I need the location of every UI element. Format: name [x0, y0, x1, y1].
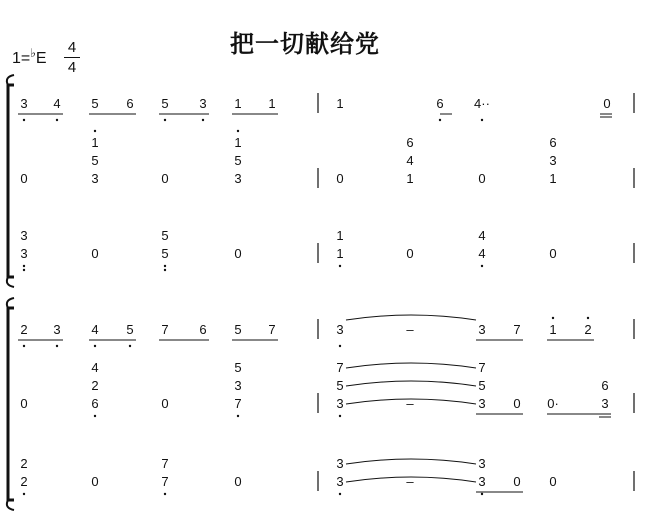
accomp-chord-note: 3: [478, 396, 486, 411]
melody-note: 3: [53, 322, 61, 337]
melody-tie: [346, 315, 476, 320]
melody-note: 7: [268, 322, 276, 337]
octave-dot: [202, 119, 204, 121]
octave-dot: [23, 493, 25, 495]
melody-note: 5: [126, 322, 134, 337]
octave-dot: [339, 493, 341, 495]
octave-dot: [23, 345, 25, 347]
melody-note: 6: [126, 96, 134, 111]
bass-rest: 0: [91, 474, 99, 489]
accomp-rest: 0: [161, 171, 169, 186]
octave-dot: [56, 345, 58, 347]
accomp-chord-note: 3: [234, 171, 242, 186]
octave-dot: [129, 345, 131, 347]
melody-note: 3: [336, 322, 344, 337]
melody-note: 6: [199, 322, 207, 337]
bass-chord-note: 1: [336, 228, 344, 243]
flat-sign: ♭: [30, 46, 36, 60]
bass-rest: 0: [549, 474, 557, 489]
octave-dot: [94, 130, 96, 132]
accomp-chord-note: 3: [336, 396, 344, 411]
octave-dot: [481, 119, 483, 121]
octave-dot: [552, 317, 554, 319]
melody-note: 3: [478, 322, 486, 337]
bass-chord-note: 3: [20, 228, 28, 243]
melody-note: 7: [161, 322, 169, 337]
accomp-chord-note: 1: [91, 135, 99, 150]
bass-chord-note: 3: [478, 456, 486, 471]
octave-dot: [439, 119, 441, 121]
octave-dot: [237, 415, 239, 417]
key-prefix: 1=: [12, 50, 31, 67]
accomp-tie: [346, 363, 476, 368]
bass-chord-note: 4: [478, 246, 486, 261]
octave-dot: [164, 269, 166, 271]
bass-chord-note: 5: [161, 246, 169, 261]
accomp-chord-note: 6: [549, 135, 557, 150]
bass-chord-note: 7: [161, 474, 169, 489]
bass-rest: 0: [91, 246, 99, 261]
melody-note: 2: [584, 322, 592, 337]
key-note: E: [35, 50, 47, 67]
system-bracket: [8, 308, 14, 500]
melody-note: 5: [234, 322, 242, 337]
sustain-dash: –: [406, 322, 414, 337]
accomp-rest: 0: [20, 171, 28, 186]
bass-chord-note: 4: [478, 228, 486, 243]
accomp-chord-note: 6: [406, 135, 414, 150]
octave-dot: [481, 493, 483, 495]
octave-dot: [94, 415, 96, 417]
melody-note: 1: [234, 96, 242, 111]
accomp-chord-note: 3: [601, 396, 609, 411]
bass-rest: 0: [234, 474, 242, 489]
melody-note: 6: [436, 96, 444, 111]
accomp-chord-note: 4: [91, 360, 99, 375]
bass-tie: [346, 459, 476, 464]
bass-chord-note: 3: [336, 474, 344, 489]
accomp-rest: 0: [161, 396, 169, 411]
bass-rest: 0: [406, 246, 414, 261]
accomp-chord-note: 1: [234, 135, 242, 150]
melody-note: 3: [20, 96, 28, 111]
accomp-chord-note: 5: [336, 378, 344, 393]
bass-chord-note: 3: [20, 246, 28, 261]
bass-chord-note: 3: [336, 456, 344, 471]
bass-chord-note: 1: [336, 246, 344, 261]
melody-note: 1: [336, 96, 344, 111]
melody-note: 7: [513, 322, 521, 337]
accomp-chord-note: 3: [234, 378, 242, 393]
bass-chord-note: 3: [478, 474, 486, 489]
octave-dot: [94, 345, 96, 347]
octave-dot: [587, 317, 589, 319]
octave-dot: [339, 265, 341, 267]
accomp-rest: 0: [20, 396, 28, 411]
accomp-rest: 0: [336, 171, 344, 186]
accomp-chord-note: 3: [549, 153, 557, 168]
accomp-chord-note: 5: [478, 378, 486, 393]
melody-note: 0: [603, 96, 611, 111]
octave-dot: [23, 265, 25, 267]
sustain-dash: –: [406, 396, 414, 411]
accomp-chord-note: 5: [234, 153, 242, 168]
accomp-rest: 0: [513, 396, 521, 411]
accomp-chord-note: 2: [91, 378, 99, 393]
octave-dot: [339, 415, 341, 417]
accomp-chord-note: 3: [91, 171, 99, 186]
melody-note: 4··: [474, 96, 490, 111]
song-title: 把一切献给党: [230, 30, 380, 58]
accomp-tie: [346, 381, 476, 386]
accomp-chord-note: 1: [406, 171, 414, 186]
melody-note: 3: [199, 96, 207, 111]
octave-dot: [164, 119, 166, 121]
melody-note: 2: [20, 322, 28, 337]
accomp-rest: 0: [478, 171, 486, 186]
bass-chord-note: 2: [20, 456, 28, 471]
accomp-chord-note: 5: [91, 153, 99, 168]
melody-note: 5: [91, 96, 99, 111]
octave-dot: [164, 265, 166, 267]
time-signature-top: 4: [67, 39, 77, 56]
accomp-chord-note: 6: [91, 396, 99, 411]
melody-note: 5: [161, 96, 169, 111]
melody-note: 4: [91, 322, 99, 337]
octave-dot: [56, 119, 58, 121]
octave-dot: [339, 345, 341, 347]
bass-rest: 0: [549, 246, 557, 261]
accomp-chord-note: 4: [406, 153, 414, 168]
sustain-dash: –: [406, 474, 414, 489]
melody-note: 1: [549, 322, 557, 337]
melody-note: 4: [53, 96, 61, 111]
accomp-chord-note: 7: [336, 360, 344, 375]
octave-dot: [164, 493, 166, 495]
octave-dot: [481, 265, 483, 267]
accomp-rest: 0·: [547, 396, 559, 411]
bass-rest: 0: [234, 246, 242, 261]
accomp-chord-note: 6: [601, 378, 609, 393]
accomp-chord-note: 7: [234, 396, 242, 411]
time-signature-bottom: 4: [67, 59, 77, 76]
accomp-chord-note: 5: [234, 360, 242, 375]
octave-dot: [23, 119, 25, 121]
octave-dot: [237, 130, 239, 132]
bass-chord-note: 5: [161, 228, 169, 243]
bass-chord-note: 2: [20, 474, 28, 489]
octave-dot: [23, 269, 25, 271]
accomp-chord-note: 7: [478, 360, 486, 375]
bass-chord-note: 7: [161, 456, 169, 471]
accomp-chord-note: 1: [549, 171, 557, 186]
melody-note: 1: [268, 96, 276, 111]
system-bracket: [8, 85, 14, 277]
bass-rest: 0: [513, 474, 521, 489]
